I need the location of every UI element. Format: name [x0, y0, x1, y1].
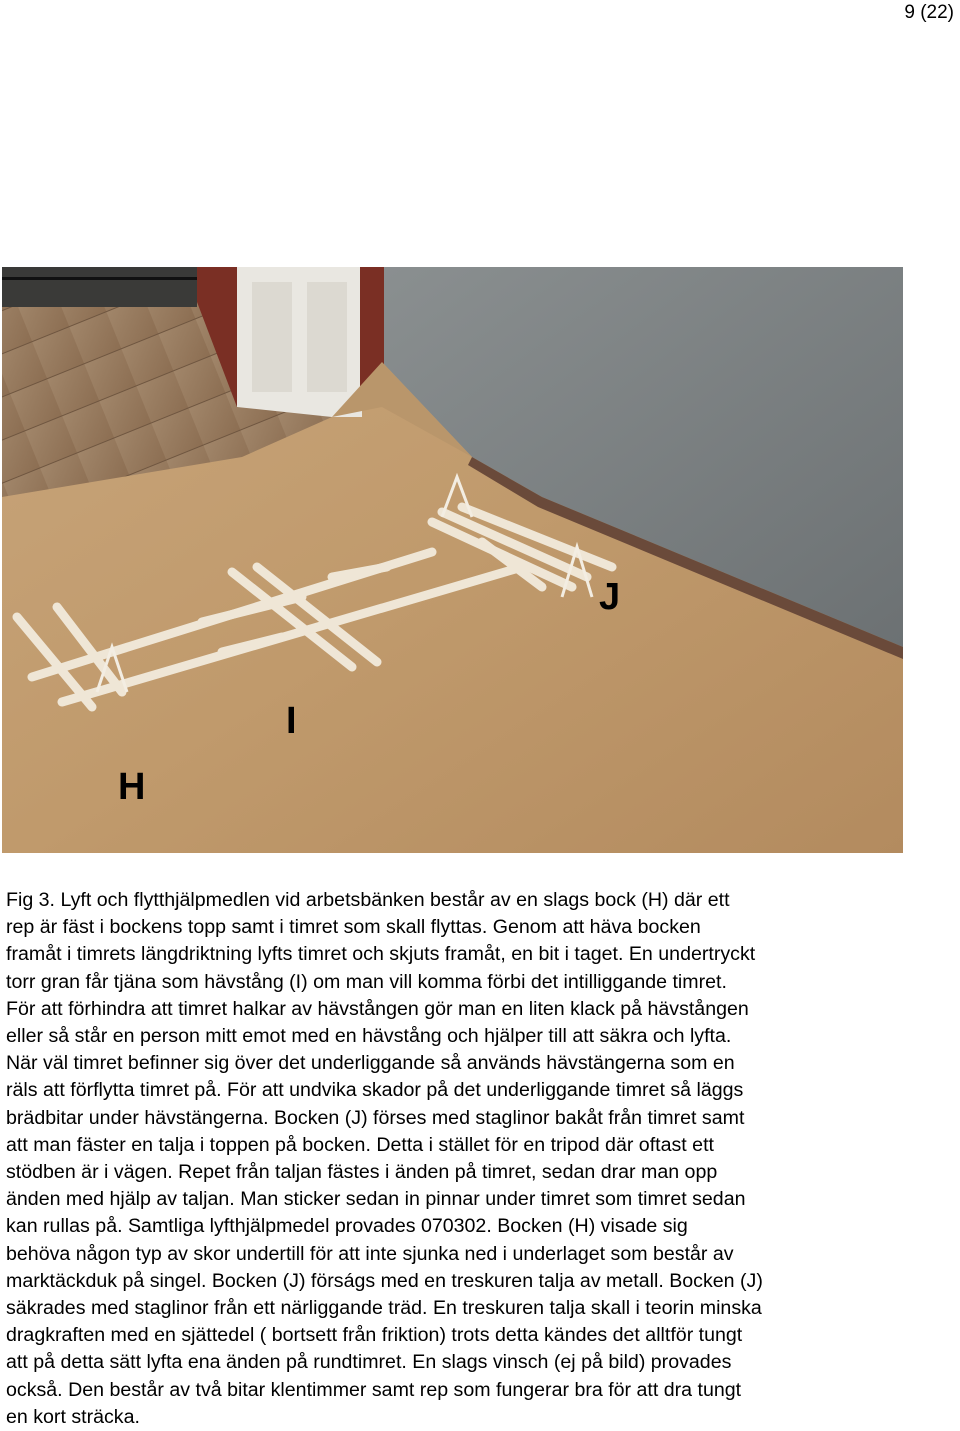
page-number: 9 (22)	[904, 2, 954, 23]
figure-photo	[2, 267, 903, 853]
figure-caption: Fig 3. Lyft och flytthjälpmedlen vid arbetsbänken består av en slags bock (H) där ett rep är fäst i bockens topp samt i timret som skall flyttas. Genom att häva bocken framåt i timrets längdriktning lyfts timret och skjuts framåt, en bit i taget. En undertryckt torr gran får tjäna som hävstång (I) om man vill komma förbi det intilliggande timret. För att förhindra att timret halkar av hävstången gör man en liten klack på hävstången eller så står en person mitt emot med en hävstång och hjälper till att säkra och lyfta. När väl timret befinner sig över det underliggande så används hävstängerna som en räls att förflytta timret på. För att undvika skador på det underliggande timret så läggs brädbitar under hävstängerna. Bocken (J) förses med staglinor bakåt från timret samt att man fäster en talja i toppen på bocken. Detta i stället för en tripod där oftast ett stödben är i vägen. Repet från taljan fästes i änden på timret, sedan drar man opp änden med hjälp av taljan. Man sticker sedan in pinnar under timret som timret sedan kan rullas på. Samtliga lyfthjälpmedel provades 070302. Bocken (H) visade sig behöva någon typ av skor undertill för att inte sjunka ned i underlaget som består av marktäckduk på singel. Bocken (J) förságs med en treskuren talja av metall. Bocken (J) säkrades med staglinor från ett närliggande träd. En treskuren talja skall i teorin minska dragkraften med en sjättedel ( bortsett från friktion) trots detta kändes det alltför tungt att på detta sätt lyfta ena änden på rundtimret. En slags vinsch (ej på bild) provades också. Den består av två bitar klentimmer samt rep som fungerar bra för att dra tungt en kort sträcka.	[6, 889, 763, 1428]
label-h: H	[118, 766, 146, 808]
label-j: J	[599, 576, 621, 618]
label-i: I	[286, 700, 297, 742]
